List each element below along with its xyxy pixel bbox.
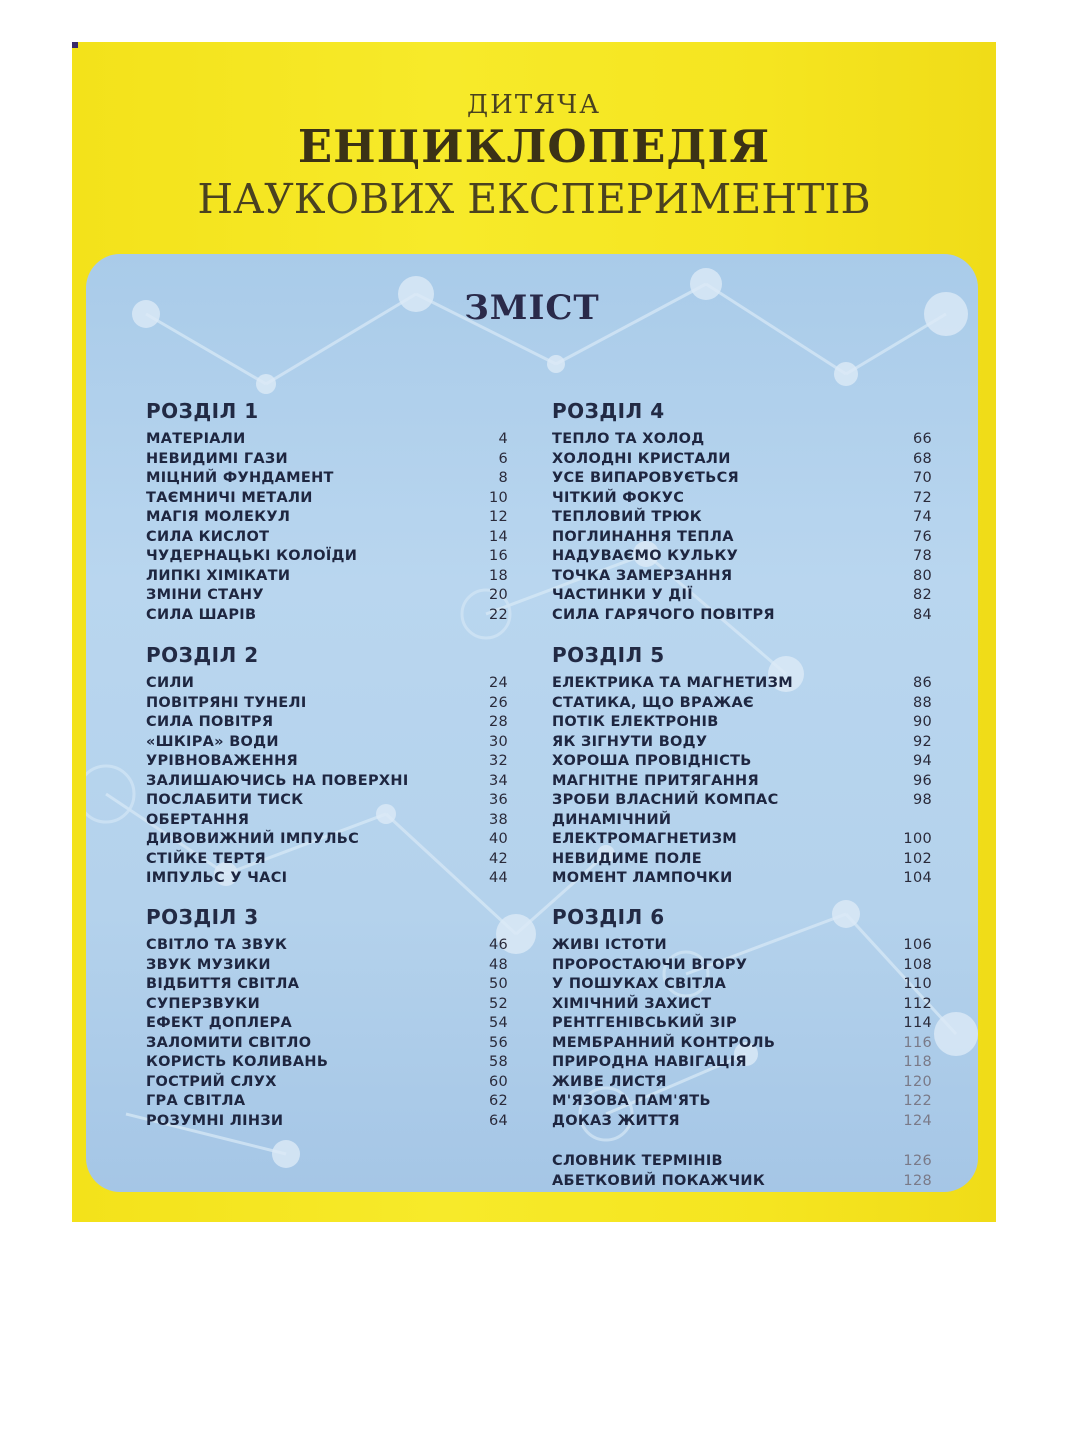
toc-entry-page-number: 16 <box>488 548 508 564</box>
toc-entry-page-number: 22 <box>488 606 508 623</box>
toc-entry <box>146 752 508 772</box>
toc-entry-page-number: 106 <box>903 937 932 953</box>
toc-entry <box>552 450 932 470</box>
toc-entry <box>552 830 932 850</box>
toc-entry <box>146 567 508 587</box>
toc-entry-label: ОБЕРТАННЯ <box>146 811 250 828</box>
toc-entry-label: ЗМІНИ СТАНУ <box>146 587 264 603</box>
toc-entry-label: СИЛА ПОВІТРЯ <box>146 714 274 730</box>
toc-entry-label: СЛОВНИК ТЕРМІНІВ <box>552 1153 723 1169</box>
toc-entry <box>552 975 932 995</box>
toc-entry <box>552 567 932 587</box>
toc-entry <box>146 850 508 870</box>
toc-entry-label: ЧУДЕРНАЦЬКІ КОЛОЇДИ <box>146 548 358 564</box>
toc-entry <box>146 1112 508 1132</box>
section-entries <box>146 674 508 889</box>
toc-entry-label: СИЛИ <box>146 675 195 691</box>
toc-entry-label: СИЛА КИСЛОТ <box>146 528 270 545</box>
toc-entry <box>146 956 508 976</box>
toc-entry-page-number: 18 <box>488 567 508 584</box>
toc-entry-page-number: 82 <box>912 587 932 603</box>
section-entries <box>146 430 508 625</box>
toc-entry-page-number: 76 <box>912 528 932 545</box>
toc-entry-label: ЗАЛИШАЮЧИСЬ НА ПОВЕРХНІ <box>146 772 409 789</box>
toc-entry-label: ХОЛОДНІ КРИСТАЛИ <box>552 450 731 467</box>
toc-entry-label: ДИВОВИЖНИЙ ІМПУЛЬС <box>146 831 360 847</box>
toc-entry-label: ЖИВЕ ЛИСТЯ <box>552 1073 667 1090</box>
toc-entry-page-number: 114 <box>903 1015 932 1031</box>
toc-entry <box>146 811 508 831</box>
toc-entry-page-number: 44 <box>488 870 508 886</box>
toc-entry <box>552 489 932 509</box>
toc-entry-page-number: 58 <box>488 1054 508 1070</box>
toc-entry-label: ПРИРОДНА НАВІГАЦІЯ <box>552 1054 747 1070</box>
toc-entry-label: УРІВНОВАЖЕННЯ <box>146 753 298 769</box>
toc-entry-label: МАГІЯ МОЛЕКУЛ <box>146 509 291 525</box>
appendix-entries <box>552 1152 932 1191</box>
toc-entry <box>552 850 932 870</box>
toc-entry-label: ДИНАМІЧНИЙ <box>552 811 672 828</box>
toc-entry <box>552 547 932 567</box>
toc-entry <box>552 1152 932 1172</box>
toc-entry-page-number: 64 <box>488 1112 508 1129</box>
section-entries <box>552 674 932 889</box>
toc-entry-label: ЗРОБИ ВЛАСНИЙ КОМПАС <box>552 792 779 808</box>
toc-entry-page-number: 90 <box>912 714 932 730</box>
toc-entry-label: ЛИПКІ ХІМІКАТИ <box>146 567 291 584</box>
toc-entry-label: ГРА СВІТЛА <box>146 1093 246 1109</box>
toc-entry <box>146 1073 508 1093</box>
toc-entry-label: НАДУВАЄМО КУЛЬКУ <box>552 548 739 564</box>
section-title: РОЗДІЛ 6 <box>552 905 665 929</box>
toc-entry-page-number: 112 <box>903 995 932 1012</box>
toc-entry-label: ХОРОША ПРОВІДНІСТЬ <box>552 753 752 769</box>
toc-entry-page-number: 20 <box>488 587 508 603</box>
toc-entry-page-number: 98 <box>912 792 932 808</box>
toc-entry-label: ЕЛЕКТРИКА ТА МАГНЕТИЗМ <box>552 675 793 691</box>
section-6 <box>552 902 932 1131</box>
title-line-1: ДИТЯЧА <box>467 90 601 120</box>
toc-entry-page-number: 104 <box>903 870 932 886</box>
toc-entry-label: ТЕПЛОВИЙ ТРЮК <box>552 509 702 525</box>
toc-entry <box>552 995 932 1015</box>
toc-entry-page-number: 26 <box>488 694 508 711</box>
toc-entry-label: СТАТИКА, ЩО ВРАЖАЄ <box>552 694 754 711</box>
toc-entry-label: ТОЧКА ЗАМЕРЗАННЯ <box>552 567 733 584</box>
toc-entry-page-number: 38 <box>488 811 508 828</box>
toc-entry <box>146 586 508 606</box>
toc-entry-page-number: 46 <box>488 937 508 953</box>
toc-entry <box>146 975 508 995</box>
toc-entry-page-number: 74 <box>912 509 932 525</box>
section-4 <box>552 396 932 625</box>
toc-entry <box>146 791 508 811</box>
toc-entry-page-number: 126 <box>903 1153 932 1169</box>
toc-entry <box>552 606 932 626</box>
toc-entry-label: ПРОРОСТАЮЧИ ВГОРУ <box>552 956 748 973</box>
toc-entry <box>146 489 508 509</box>
toc-entry-page-number: 68 <box>912 450 932 467</box>
toc-entry-label: МІЦНИЙ ФУНДАМЕНТ <box>146 470 334 486</box>
toc-entry-label: ТЕПЛО ТА ХОЛОД <box>552 431 705 447</box>
toc-entry-label: СВІТЛО ТА ЗВУК <box>146 937 288 953</box>
section-title: РОЗДІЛ 2 <box>146 643 259 667</box>
toc-entry <box>552 674 932 694</box>
toc-entry-label: АБЕТКОВИЙ ПОКАЖЧИК <box>552 1172 766 1189</box>
toc-entry-label: ТАЄМНИЧІ МЕТАЛИ <box>146 489 313 506</box>
toc-entry <box>552 1073 932 1093</box>
toc-entry-label: МЕМБРАННИЙ КОНТРОЛЬ <box>552 1034 776 1051</box>
toc-entry <box>552 1053 932 1073</box>
section-entries <box>552 936 932 1131</box>
toc-entry <box>552 694 932 714</box>
toc-entry-page-number: 52 <box>488 995 508 1012</box>
toc-entry-page-number: 86 <box>912 675 932 691</box>
toc-entry-label: УСЕ ВИПАРОВУЄТЬСЯ <box>552 470 739 486</box>
toc-entry-page-number: 4 <box>498 431 508 447</box>
toc-entry-label: ІМПУЛЬС У ЧАСІ <box>146 870 288 886</box>
contents-panel <box>86 254 978 1192</box>
toc-entry-label: ЧАСТИНКИ У ДІЇ <box>552 587 693 603</box>
toc-entry-page-number: 36 <box>488 792 508 808</box>
toc-entry-label: ДОКАЗ ЖИТТЯ <box>552 1112 680 1129</box>
toc-entry-label: ХІМІЧНИЙ ЗАХИСТ <box>552 995 712 1012</box>
toc-entry-page-number: 92 <box>912 733 932 750</box>
toc-entry-label: ПОГЛИНАННЯ ТЕПЛА <box>552 528 734 545</box>
book-title <box>72 90 996 224</box>
toc-entry-page-number: 42 <box>488 850 508 867</box>
toc-entry-page-number: 32 <box>488 753 508 769</box>
toc-entry-label: «ШКІРА» ВОДИ <box>146 733 279 750</box>
toc-entry <box>146 830 508 850</box>
section-1 <box>146 396 508 625</box>
toc-entry-page-number: 128 <box>903 1172 932 1189</box>
toc-entry-page-number: 34 <box>488 772 508 789</box>
toc-entry-page-number: 94 <box>912 753 932 769</box>
toc-entry-label: СИЛА ШАРІВ <box>146 606 257 623</box>
toc-entry-label: ЧІТКИЙ ФОКУС <box>552 489 685 506</box>
toc-entry-label: ВІДБИТТЯ СВІТЛА <box>146 976 300 992</box>
toc-entry <box>146 936 508 956</box>
toc-entry-page-number: 10 <box>488 489 508 506</box>
toc-entry-page-number: 54 <box>488 1015 508 1031</box>
toc-entry-page-number: 116 <box>903 1034 932 1051</box>
toc-entry-label: ЖИВІ ІСТОТИ <box>552 937 667 953</box>
toc-entry-page-number: 80 <box>912 567 932 584</box>
toc-entry-page-number: 6 <box>498 450 508 467</box>
toc-entry-label: СИЛА ГАРЯЧОГО ПОВІТРЯ <box>552 606 775 623</box>
toc-entry <box>552 936 932 956</box>
toc-entry <box>552 733 932 753</box>
contents-heading: ЗМІСТ <box>464 288 600 328</box>
toc-entry-page-number: 118 <box>903 1054 932 1070</box>
toc-entry <box>146 508 508 528</box>
toc-entry <box>552 713 932 733</box>
toc-entry-page-number: 50 <box>488 976 508 992</box>
toc-entry-page-number: 72 <box>912 489 932 506</box>
toc-entry-label: СУПЕРЗВУКИ <box>146 995 261 1012</box>
toc-entry <box>552 752 932 772</box>
title-line-2: ЕНЦИКЛОПЕДІЯ <box>297 120 771 173</box>
section-title: РОЗДІЛ 4 <box>552 399 665 423</box>
toc-entry <box>552 956 932 976</box>
toc-entry-page-number: 78 <box>912 548 932 564</box>
toc-entry-label: ГОСТРИЙ СЛУХ <box>146 1073 277 1090</box>
toc-entry <box>552 528 932 548</box>
toc-entry-page-number: 66 <box>912 431 932 447</box>
toc-entry <box>552 1172 932 1192</box>
toc-entry-label: У ПОШУКАХ СВІТЛА <box>552 976 727 992</box>
section-entries <box>552 430 932 625</box>
toc-entry-label: МАТЕРІАЛИ <box>146 431 246 447</box>
page-corner-mark <box>72 42 78 48</box>
toc-entry <box>552 469 932 489</box>
toc-entry <box>146 1092 508 1112</box>
toc-entry <box>552 508 932 528</box>
toc-entry <box>146 1014 508 1034</box>
toc-entry <box>146 772 508 792</box>
toc-entry-page-number: 84 <box>912 606 932 623</box>
toc-entry-label: ЯК ЗІГНУТИ ВОДУ <box>552 733 708 750</box>
toc-entry-label: РОЗУМНІ ЛІНЗИ <box>146 1112 284 1129</box>
toc-entry-label: ЕФЕКТ ДОПЛЕРА <box>146 1015 293 1031</box>
toc-entry-page-number: 28 <box>488 714 508 730</box>
section-3 <box>146 902 508 1131</box>
toc-entry <box>146 547 508 567</box>
toc-entry-page-number: 30 <box>488 733 508 750</box>
toc-entry-label: НЕВИДИМЕ ПОЛЕ <box>552 850 702 867</box>
title-line-3: НАУКОВИХ ЕКСПЕРИМЕНТІВ <box>197 175 871 223</box>
toc-entry <box>146 1053 508 1073</box>
section-entries <box>146 936 508 1131</box>
toc-entry <box>552 772 932 792</box>
toc-entry <box>552 791 932 811</box>
toc-entry-label: НЕВИДИМІ ГАЗИ <box>146 450 288 467</box>
toc-entry <box>552 586 932 606</box>
toc-entry <box>146 469 508 489</box>
toc-entry-label: КОРИСТЬ КОЛИВАНЬ <box>146 1054 329 1070</box>
toc-entry <box>146 1034 508 1054</box>
toc-entry-label: ПОВІТРЯНІ ТУНЕЛІ <box>146 694 307 711</box>
toc-entry-label: ПОСЛАБИТИ ТИСК <box>146 792 304 808</box>
toc-entry-page-number: 122 <box>903 1093 932 1109</box>
toc-entry <box>146 694 508 714</box>
toc-entry-page-number: 56 <box>488 1034 508 1051</box>
toc-entry <box>146 528 508 548</box>
toc-entry <box>146 430 508 450</box>
toc-entry-page-number: 110 <box>903 976 932 992</box>
toc-entry-label: ЗВУК МУЗИКИ <box>146 956 271 973</box>
toc-entry <box>146 869 508 889</box>
toc-entry <box>552 1092 932 1112</box>
toc-entry-label: МОМЕНТ ЛАМПОЧКИ <box>552 870 733 886</box>
toc-entry <box>146 606 508 626</box>
toc-entry <box>146 733 508 753</box>
toc-entry-page-number: 70 <box>912 470 932 486</box>
toc-entry-page-number: 62 <box>488 1093 508 1109</box>
book-page <box>72 42 996 1222</box>
toc-entry-label: СТІЙКЕ ТЕРТЯ <box>146 850 266 867</box>
toc-entry <box>146 450 508 470</box>
toc-entry <box>146 995 508 1015</box>
toc-entry-label: ЕЛЕКТРОМАГНЕТИЗМ <box>552 831 738 847</box>
toc-entry-label: ПОТІК ЕЛЕКТРОНІВ <box>552 714 719 730</box>
toc-entry <box>552 430 932 450</box>
section-title: РОЗДІЛ 1 <box>146 399 259 423</box>
toc-entry <box>146 713 508 733</box>
toc-entry-page-number: 120 <box>903 1073 932 1090</box>
toc-entry-label: МАГНІТНЕ ПРИТЯГАННЯ <box>552 772 759 789</box>
toc-entry-page-number: 40 <box>488 831 508 847</box>
section-title: РОЗДІЛ 5 <box>552 643 665 667</box>
toc-entry-page-number: 108 <box>903 956 932 973</box>
toc-entry-label: ЗАЛОМИТИ СВІТЛО <box>146 1034 312 1051</box>
toc-entry <box>146 674 508 694</box>
toc-entry-label: РЕНТГЕНІВСЬКИЙ ЗІР <box>552 1015 737 1031</box>
toc-entry <box>552 1014 932 1034</box>
toc-entry-page-number: 14 <box>488 528 508 545</box>
toc-entry <box>552 811 932 831</box>
toc-entry-page-number: 12 <box>488 509 508 525</box>
toc-entry-page-number: 96 <box>912 772 932 789</box>
toc-entry <box>552 1112 932 1132</box>
toc-entry-page-number: 60 <box>488 1073 508 1090</box>
toc-entry-page-number: 48 <box>488 956 508 973</box>
section-2 <box>146 640 508 889</box>
toc-entry-page-number: 124 <box>903 1112 932 1129</box>
toc-entry <box>552 869 932 889</box>
toc-entry-page-number: 24 <box>488 675 508 691</box>
section-5 <box>552 640 932 889</box>
toc-entry-page-number: 88 <box>912 694 932 711</box>
toc-entry-label: М'ЯЗОВА ПАМ'ЯТЬ <box>552 1093 711 1109</box>
toc-entry <box>552 1034 932 1054</box>
toc-entry-page-number: 100 <box>903 831 932 847</box>
toc-entry-page-number: 8 <box>498 470 508 486</box>
section-title: РОЗДІЛ 3 <box>146 905 259 929</box>
appendix-list <box>552 1152 932 1191</box>
toc-entry-page-number: 102 <box>903 850 932 867</box>
